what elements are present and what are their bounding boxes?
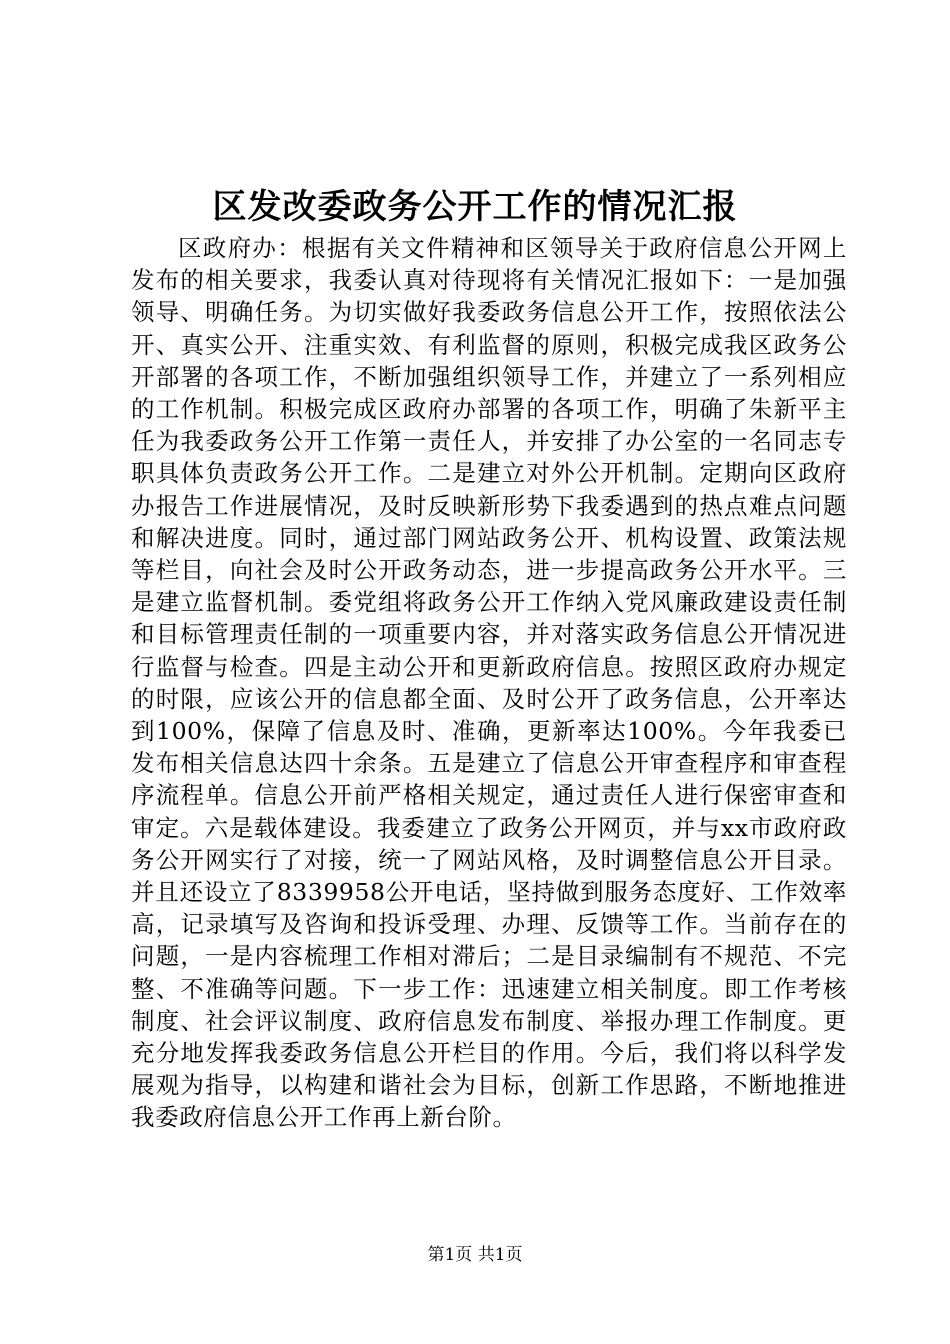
document-body: 区政府办：根据有关文件精神和区领导关于政府信息公开网上发布的相关要求，我委认真对待现将有关情况汇报如下：一是加强领导、明确任务。为切实做好我委政务信息公开工作，按照依法公开、真实公开、注重实效、有利监督的原则，积极完成我区政务公开部署的各项工作，不断加强组织领导工作，并建立了一系列相应的工作机制。积极完成区政府办部署的各项工作，明确了朱新平主任为我委政务公开工作第一责任人，并安排了办公室的一名同志专职具体负责政务公开工作。二是建立对外公开机制。定期向区政府办报告工作进展情况，及时反映新形势下我委遇到的热点难点问题和解决进度。同时，通过部门网站政务公开、机构设置、政策法规等栏目，向社会及时公开政务动态，进一步提高政务公开水平。三是建立监督机制。委党组将政务公开工作纳入党风廉政建设责任制和目标管理责任制的一项重要内容，并对落实政务信息公开情况进行监督与检查。四是主动公开和更新政府信息。按照区政府办规定的时限，应该公开的信息都全面、及时公开了政务信息，公开率达到100%，保障了信息及时、准确，更新率达100%。今年我委已发布相关信息达四十余条。五是建立了信息公开审查程序和审查程序流程单。信息公开前严格相关规定，通过责任人进行保密审查和审定。六是载体建设。我委建立了政务公开网页，并与xx市政府政务公开网实行了对接，统一了网站风格，及时调整信息公开目录。并且还设立了8339958公开电话，坚持做到服务态度好、工作效率高，记录填写及咨询和投诉受理、办理、反馈等工作。当前存在的问题，一是内容梳理工作相对滞后；二是目录编制有不规范、不完整、不准确等问题。下一步工作：迅速建立相关制度。即工作考核制度、社会评议制度、政府信息发布制度、举报办理工作制度。更充分地发挥我委政务信息公开栏目的作用。今后，我们将以科学发展观为指导，以构建和谐社会为目标，创新工作思路，不断地推进我委政府信息公开工作再上新台阶。	[131, 234, 847, 1132]
document-title: 区发改委政务公开工作的情况汇报	[212, 187, 738, 227]
page-number-footer: 第1页 共1页	[427, 1245, 523, 1265]
